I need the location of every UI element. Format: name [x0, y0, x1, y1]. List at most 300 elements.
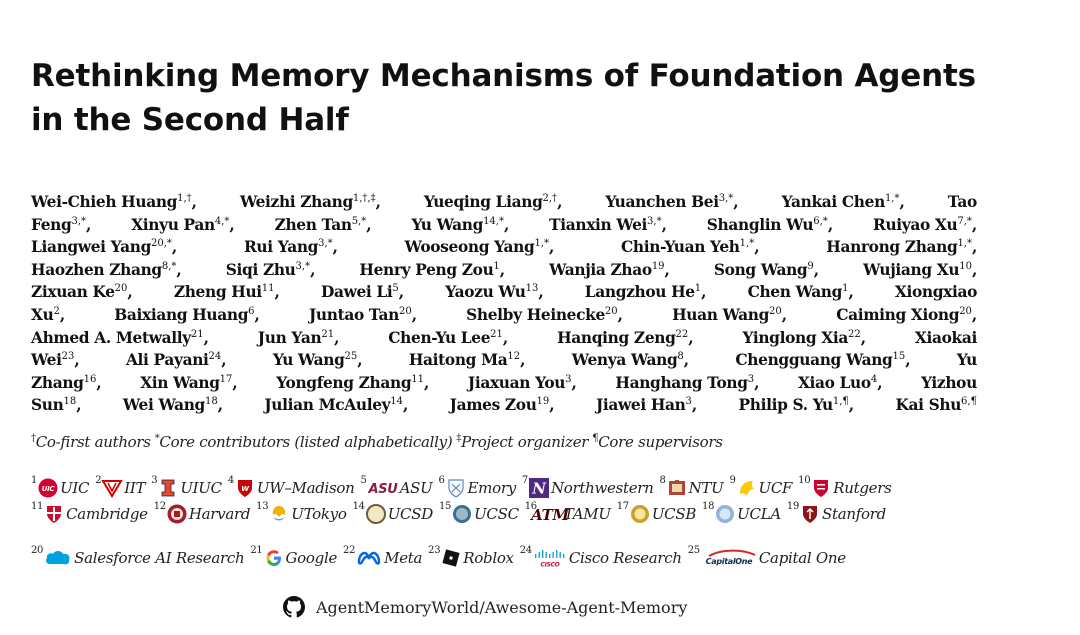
author-name: Wanjia Zhao: [549, 260, 652, 279]
harvard-logo: [167, 504, 187, 524]
author-separator: ,: [691, 396, 697, 415]
author-separator: ,: [398, 283, 404, 302]
rutgers-logo: [811, 478, 831, 498]
note-text: Project organizer: [461, 433, 589, 451]
author-separator: ,: [827, 215, 833, 234]
author-affiliation-marks: 1,†: [177, 193, 192, 204]
author-name: Kai Shu: [895, 396, 962, 415]
affiliation-number: 18: [702, 501, 715, 512]
affiliation-number: 8: [659, 475, 666, 486]
author-separator: ,: [221, 351, 227, 370]
cisco-logo: [533, 548, 567, 568]
author-affiliation-marks: 16: [83, 373, 97, 385]
author-affiliation-marks: 1,*: [534, 238, 549, 250]
author-separator: ,: [59, 305, 65, 324]
author: [126, 349, 226, 372]
author-separator: ,: [860, 328, 866, 347]
author: [424, 191, 562, 214]
ucsb-logo: [630, 504, 650, 524]
author-separator: ,: [688, 328, 694, 347]
affiliation: [227, 475, 355, 498]
affiliation-name: ASU: [399, 479, 433, 497]
affiliation: [352, 501, 433, 524]
author-affiliation-marks: 8,*: [161, 260, 177, 272]
author: [244, 236, 338, 259]
author-name: Song Wang: [713, 260, 808, 279]
author-name: Yu Wang: [411, 215, 484, 234]
author-affiliation-marks: 11: [411, 373, 425, 385]
author-separator: ,: [334, 328, 340, 347]
author-separator: ,: [899, 193, 905, 211]
author: [131, 214, 234, 237]
author: [31, 259, 181, 282]
author-affiliation-marks: 6: [248, 305, 255, 317]
affiliation-name: UCSD: [387, 505, 433, 523]
author-name: Shanglin Wu: [706, 215, 814, 234]
author-separator: ,: [375, 193, 381, 211]
author-separator: ,: [905, 351, 911, 370]
affiliation-number: 2: [95, 475, 102, 486]
affiliation-name: IIT: [124, 479, 146, 497]
affiliation: [360, 475, 433, 498]
author-name: Xiongxiao: [894, 283, 977, 302]
author-name: Hanrong Zhang: [826, 238, 958, 257]
author-separator: ,: [754, 238, 760, 257]
svg-text:W: W: [241, 485, 249, 493]
author-separator: ,: [848, 283, 854, 302]
author-name: Xin Wang: [140, 373, 220, 392]
author: [873, 214, 977, 237]
affiliation-number: 10: [798, 475, 811, 486]
author-notes: [31, 433, 723, 451]
uiuc-logo: [158, 478, 178, 498]
author-name: Wei: [31, 351, 62, 370]
author: [714, 259, 819, 282]
author: [409, 349, 525, 372]
author-name: Wujiang Xu: [863, 260, 960, 279]
author: [468, 372, 577, 395]
author: [275, 214, 372, 237]
author-name: Juntao Tan: [308, 305, 399, 324]
author-affiliation-marks: 1,*: [884, 193, 900, 204]
author-separator: ,: [274, 283, 280, 302]
author: [915, 327, 977, 350]
author-name: Jun Yan: [257, 328, 322, 347]
repo-link[interactable]: [282, 595, 687, 619]
affiliation: [729, 475, 793, 498]
affiliation-number: 16: [524, 501, 537, 512]
affiliation: [256, 501, 347, 524]
roblox-logo: [441, 548, 461, 568]
author-affiliation-marks: 19: [536, 396, 550, 408]
author-separator: ,: [402, 396, 408, 415]
affiliation: [438, 501, 519, 524]
author-separator: ,: [310, 260, 316, 279]
author: [31, 304, 65, 327]
author-affiliation-marks: 18: [63, 396, 77, 408]
author-affiliation-marks: 3,*: [318, 238, 333, 250]
author-separator: ,: [229, 215, 235, 234]
author-affiliation-marks: 10: [959, 260, 972, 272]
author: [140, 372, 237, 395]
author-separator: ,: [813, 260, 819, 279]
author-separator: ,: [191, 193, 197, 211]
author-affiliation-marks: 19: [651, 260, 665, 272]
affiliation-number: 14: [352, 501, 365, 512]
affiliation: [95, 475, 146, 498]
author-separator: ,: [332, 238, 338, 257]
author: [782, 191, 905, 214]
author-affiliation-marks: 22: [847, 328, 861, 340]
author-affiliation-marks: 24: [208, 351, 222, 363]
author-affiliation-marks: 20,*: [151, 238, 172, 250]
iit-logo: [102, 478, 122, 498]
author-affiliation-marks: 4: [870, 373, 878, 385]
author: [948, 191, 977, 214]
author-separator: ,: [877, 373, 883, 392]
author: [549, 259, 669, 282]
author: [31, 214, 91, 237]
affiliation-name: Rutgers: [833, 479, 892, 497]
affiliation-number: 3: [151, 475, 158, 486]
affiliation: [786, 501, 886, 524]
author-affiliation-marks: 20: [769, 305, 782, 317]
author-affiliation-marks: 14: [390, 396, 403, 408]
author: [388, 327, 508, 350]
affiliation-name: Northwestern: [550, 479, 654, 497]
author-name: Xu: [31, 305, 54, 324]
affiliation-number: 17: [616, 501, 629, 512]
affiliation-name: Salesforce AI Research: [74, 549, 245, 567]
author-name: Chengguang Wang: [735, 351, 893, 370]
affiliation-number: 6: [438, 475, 445, 486]
affiliation-name: UIUC: [180, 479, 222, 497]
affiliation: [343, 545, 423, 568]
cambridge-logo: [44, 504, 64, 524]
author: [739, 394, 854, 417]
author-name: Huan Wang: [672, 305, 770, 324]
affiliation-name: TAMU: [563, 505, 611, 523]
author-affiliation-marks: 1,¶: [832, 396, 849, 408]
note-item: [456, 433, 588, 451]
author-separator: ,: [217, 396, 223, 415]
author-separator: ,: [548, 238, 554, 257]
author-affiliation-marks: 3,*: [71, 215, 86, 227]
author-name: Hanghang Tong: [615, 373, 748, 392]
author: [264, 394, 408, 417]
author-name: Chen-Yu Lee: [388, 328, 491, 347]
tamu-logo: [531, 504, 569, 524]
affiliation: [659, 475, 724, 498]
author-line: [31, 349, 977, 372]
author-separator: ,: [733, 193, 739, 211]
affiliation-name: Cambridge: [66, 505, 148, 523]
author-name: Ahmed A. Metwally: [31, 328, 191, 347]
affiliation: [798, 475, 892, 498]
author-name: Philip S. Yu: [738, 396, 833, 415]
author-name: Xiaokai: [914, 328, 977, 347]
author: [585, 281, 706, 304]
affiliation-name: Roblox: [463, 549, 514, 567]
author-name: Liangwei Yang: [31, 238, 152, 257]
northwestern-logo: [529, 478, 549, 498]
author-name: Yu Wang: [272, 351, 345, 370]
author-separator: ,: [664, 260, 670, 279]
author-separator: ,: [127, 283, 133, 302]
author-separator: ,: [503, 215, 509, 234]
author: [572, 349, 689, 372]
affiliation-name: Google: [285, 549, 338, 567]
affiliation: [31, 545, 245, 568]
svg-text:UIC: UIC: [41, 485, 55, 493]
author: [895, 394, 977, 417]
affiliation: [519, 545, 682, 569]
author-separator: ,: [357, 351, 363, 370]
affiliation-number: 15: [438, 501, 452, 512]
affiliation-number: 11: [31, 501, 44, 512]
author-affiliation-marks: 20: [114, 283, 128, 295]
author-name: Wooseong Yang: [404, 238, 535, 257]
author-line: [31, 372, 977, 395]
github-icon: [282, 595, 306, 619]
affiliation-number: 22: [343, 545, 356, 556]
affiliation-name: Capital One: [758, 549, 846, 567]
author-affiliation-marks: 1: [842, 283, 849, 295]
author-name: Yinglong Xia: [742, 328, 848, 347]
author-name: Julian McAuley: [264, 396, 391, 415]
author-affiliation-marks: 14,*: [483, 215, 504, 227]
svg-text:ASU: ASU: [368, 482, 398, 497]
author-name: Chen Wang: [747, 283, 843, 302]
salesforce-logo: [44, 548, 72, 568]
author-line: [31, 236, 977, 259]
author-affiliation-marks: 15: [892, 351, 906, 363]
author-separator: ,: [366, 215, 372, 234]
author-name: Haitong Ma: [408, 351, 508, 370]
author-line: [31, 304, 977, 327]
author-separator: ,: [971, 238, 977, 257]
author: [31, 372, 101, 395]
author-name: Yizhou: [921, 373, 977, 392]
author-affiliation-marks: 8: [677, 351, 684, 363]
google-logo: [264, 548, 284, 568]
author: [309, 304, 417, 327]
author: [549, 214, 666, 237]
note-mark: ‡: [456, 433, 462, 444]
author: [114, 304, 259, 327]
author-affiliation-marks: 21: [190, 328, 204, 340]
author-name: Siqi Zhu: [225, 260, 296, 279]
uw-madison-logo: [235, 478, 255, 498]
author-name: Yu: [956, 351, 977, 370]
author-affiliation-marks: 5: [392, 283, 399, 295]
author-line: [31, 327, 977, 350]
affiliation-name: Cisco Research: [568, 549, 682, 567]
author-list: [31, 191, 977, 417]
author-affiliation-marks: 23: [61, 351, 75, 363]
author-name: Feng: [31, 215, 72, 234]
author-name: Tao: [947, 193, 977, 211]
author-separator: ,: [661, 215, 667, 234]
author-line: [31, 281, 977, 304]
author: [735, 349, 910, 372]
author-separator: ,: [848, 396, 854, 415]
affiliation: [616, 501, 697, 524]
affiliation-name: UCF: [758, 479, 793, 497]
author: [557, 327, 693, 350]
author-name: Wei-Chieh Huang: [31, 193, 178, 211]
author: [174, 281, 280, 304]
author-separator: ,: [549, 396, 555, 415]
author-separator: ,: [74, 351, 80, 370]
author-affiliation-marks: 6,*: [813, 215, 828, 227]
author: [605, 191, 738, 214]
affiliation-number: 20: [31, 545, 44, 556]
author: [742, 327, 865, 350]
author: [445, 281, 543, 304]
paper-title: [31, 54, 976, 142]
author: [31, 394, 81, 417]
author-separator: ,: [971, 305, 977, 324]
author-affiliation-marks: 20: [604, 305, 618, 317]
affiliation: [151, 475, 222, 498]
author-affiliation-marks: 21: [490, 328, 503, 340]
note-text: Co-first authors: [35, 433, 151, 451]
author: [672, 304, 787, 327]
author-name: Yongfeng Zhang: [276, 373, 412, 392]
note-mark: †: [31, 433, 36, 444]
author: [276, 372, 429, 395]
repo-text: AgentMemoryWorld/Awesome-Agent-Memory: [316, 597, 688, 617]
ucla-logo: [715, 504, 735, 524]
author-name: Rui Yang: [243, 238, 319, 257]
affiliation-number: 24: [519, 545, 532, 556]
affiliation: [31, 475, 90, 498]
author-separator: ,: [176, 260, 182, 279]
svg-text:N: N: [532, 479, 546, 498]
affiliation-name: Harvard: [188, 505, 251, 523]
author-separator: ,: [411, 305, 417, 324]
affiliation-row-3: [31, 545, 852, 569]
author-affiliation-marks: 1,*: [739, 238, 755, 250]
author-name: Xinyu Pan: [131, 215, 215, 234]
author-name: Baixiang Huang: [114, 305, 249, 324]
author: [921, 372, 977, 395]
affiliation-name: UCLA: [737, 505, 781, 523]
author: [450, 394, 555, 417]
author: [615, 372, 759, 395]
author: [31, 191, 197, 214]
affiliation: [438, 475, 516, 498]
author-name: Langzhou He: [584, 283, 695, 302]
author-affiliation-marks: 4,*: [214, 215, 230, 227]
note-mark: ¶: [592, 433, 599, 444]
affiliation-number: 7: [521, 475, 528, 486]
author-affiliation-marks: 2,†: [542, 193, 558, 204]
author-affiliation-marks: 17: [219, 373, 233, 385]
author-affiliation-marks: 5,*: [351, 215, 367, 227]
author-separator: ,: [85, 215, 91, 234]
affiliation: [153, 501, 251, 524]
author-separator: ,: [971, 260, 977, 279]
author-name: Haozhen Zhang: [31, 260, 162, 279]
affiliation-number: 19: [786, 501, 800, 512]
affiliation-name: NTU: [688, 479, 724, 497]
ucf-logo: [737, 478, 757, 498]
author-name: James Zou: [449, 396, 537, 415]
author: [826, 236, 977, 259]
affiliation: [687, 545, 846, 568]
author-affiliation-marks: 20: [398, 305, 412, 317]
affiliation-number: 13: [256, 501, 269, 512]
author-name: Ali Payani: [125, 351, 209, 370]
author-separator: ,: [424, 373, 430, 392]
author-separator: ,: [520, 351, 526, 370]
affiliation: [250, 545, 338, 568]
author-affiliation-marks: 1: [694, 283, 702, 295]
capital-one-logo: [701, 548, 757, 568]
author: [798, 372, 882, 395]
author-name: Yuanchen Bei: [605, 193, 719, 211]
author-separator: ,: [499, 260, 505, 279]
author-affiliation-marks: 18: [204, 396, 218, 408]
author: [240, 191, 381, 214]
author: [31, 236, 177, 259]
author: [707, 214, 833, 237]
author-separator: ,: [502, 328, 508, 347]
author-name: Weizhi Zhang: [239, 193, 353, 211]
author-line: [31, 394, 977, 417]
author: [466, 304, 623, 327]
author-name: Wenya Wang: [571, 351, 678, 370]
author: [863, 259, 977, 282]
author: [411, 214, 509, 237]
affiliation-name: Emory: [467, 479, 516, 497]
author: [621, 236, 759, 259]
ucsc-logo: [452, 504, 472, 524]
affiliation-name: Meta: [384, 549, 423, 567]
note-item: [155, 433, 453, 451]
affiliation: [702, 501, 781, 524]
author-separator: ,: [683, 351, 689, 370]
uic-logo: [38, 478, 58, 498]
author-name: Zhang: [31, 373, 84, 392]
affiliation-name: UCSB: [651, 505, 697, 523]
author-affiliation-marks: 13: [525, 283, 539, 295]
author-affiliation-marks: 3,*: [295, 260, 311, 272]
author-affiliation-marks: 3: [747, 373, 755, 385]
author-affiliation-marks: 6,¶: [961, 396, 977, 408]
note-mark: *: [154, 433, 160, 444]
emory-logo: [446, 478, 466, 498]
author: [321, 281, 404, 304]
author-separator: ,: [971, 215, 977, 234]
author-affiliation-marks: 3: [565, 373, 572, 385]
author-affiliation-marks: 3,*: [718, 193, 734, 204]
affiliation-name: UW–Madison: [256, 479, 355, 497]
author: [596, 394, 697, 417]
author: [258, 327, 339, 350]
author-name: Shelby Heinecke: [466, 305, 605, 324]
author-separator: ,: [781, 305, 787, 324]
author-affiliation-marks: 7,*: [957, 215, 972, 227]
affiliation-name: UTokyo: [291, 505, 347, 523]
author-separator: ,: [76, 396, 82, 415]
note-text: Core contributors (listed alphabetically): [159, 433, 453, 451]
affiliation: [31, 501, 148, 524]
note-item: [31, 433, 151, 451]
author-name: Zhen Tan: [274, 215, 352, 234]
